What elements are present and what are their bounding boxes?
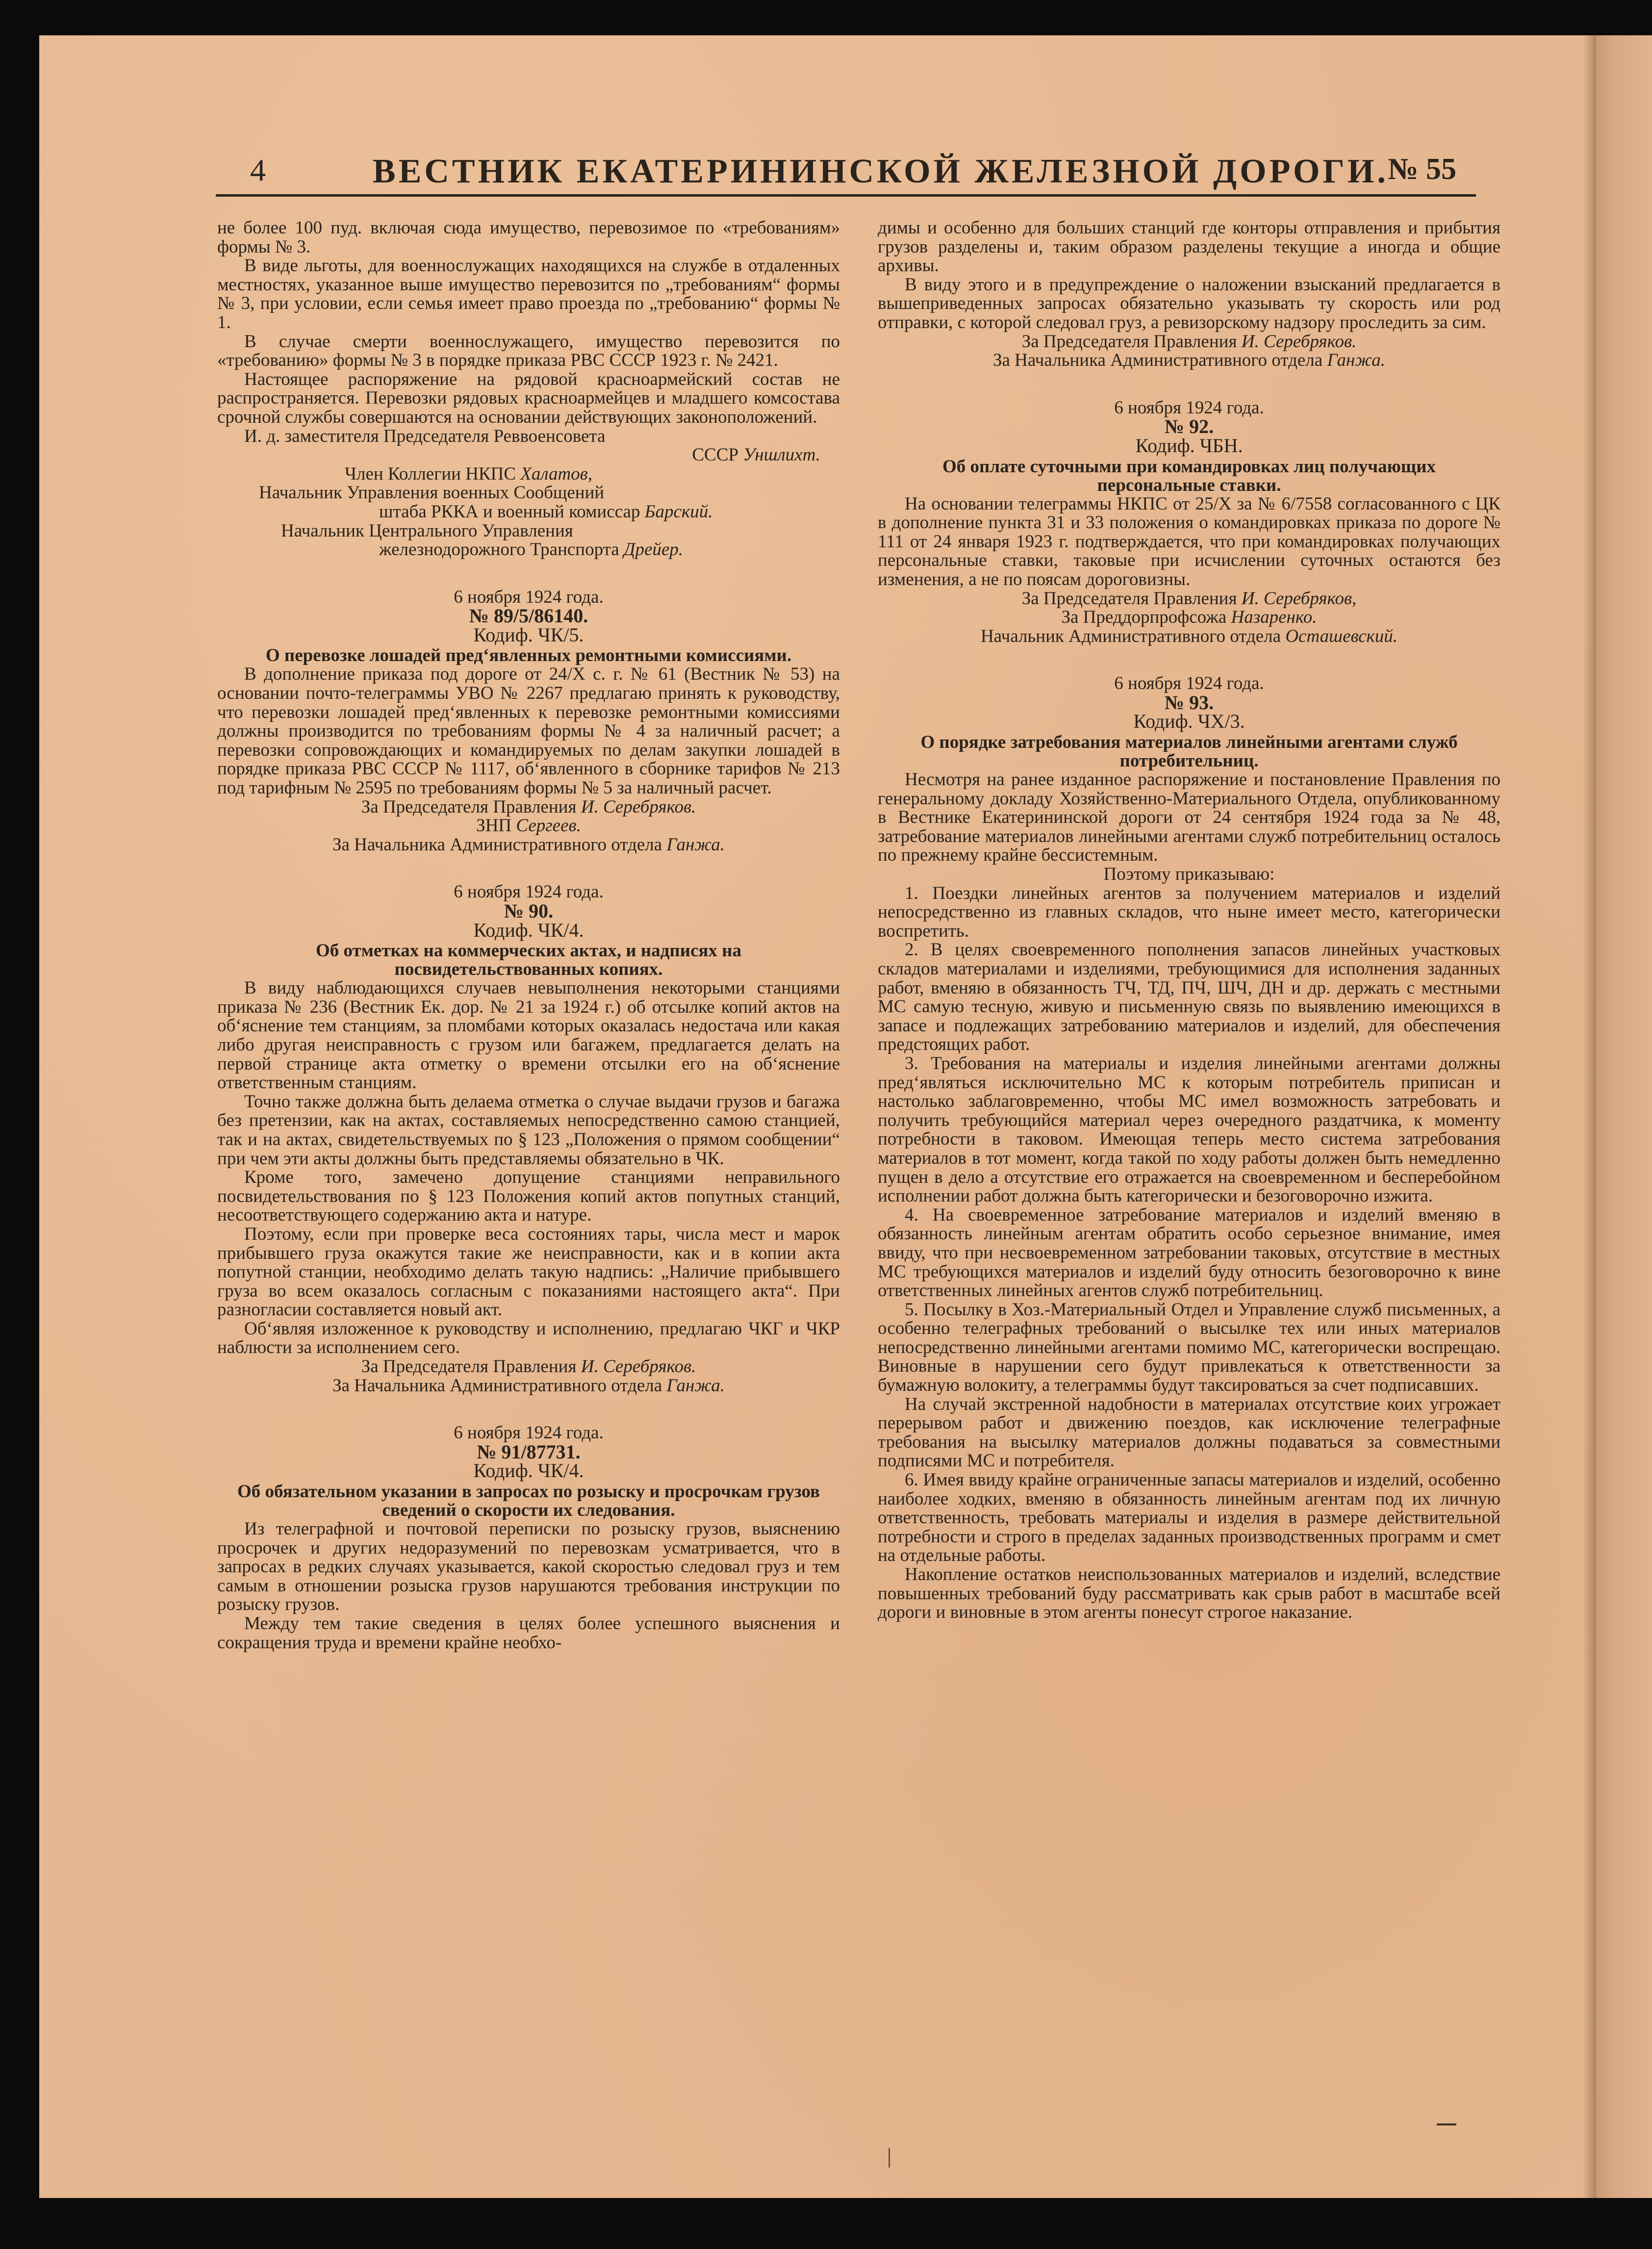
signature-role: железнодорожного Транспорта <box>379 539 624 560</box>
list-item: 2. В целях своевременного пополнения запасов линейных участковых складов материалами и изделиями, требующимися для исполнения заданных работ, вменяю в обязанность ТЧ, ТД, ПЧ, ШЧ, ДН и др. держать с местными МС самую тесную, живую и письменную связь по выявлению имеющихся в запасе и подлежащих затребованию материалов и изделий, для обеспечения предстоящих работ. <box>878 940 1500 1055</box>
order-93 <box>878 674 1500 1622</box>
paragraph: В виде льготы, для военнослужащих находящихся на службе в отдаленных местностях, указанное выше имущество перевозится по „требованиям“ формы № 3, при условии, если семья имеет право проезда по „требованию“ формы № 1. <box>217 256 840 332</box>
paragraph: Настоящее распоряжение на рядовой красноармейский состав не распространяется. Перевозки рядовых красноармейцев и младшего комсостава срочной службы совершаются на основании действующих законоположений. <box>217 369 840 427</box>
list-item: 3. Требования на материалы и изделия линейными агентами должны пред‘являться исключительно МС к которым потребитель приписан и настолько заблаговременно, чтобы МС имел возможность затребовать и получить требующийся материал через очередного раздатчика, к моменту потребности в таковом. Имеющая теперь место система затребования материалов в тот момент, когда такой по ходу работы должен быть немедленно пущен в дело а отсутствие его отражается на своевременном и бесперебойном исполнении работ должна быть категорически и безоговорочно изжита. <box>878 1053 1500 1206</box>
order-date: 6 ноября 1924 года. <box>454 882 604 902</box>
paragraph: Поэтому, если при проверке веса состояниях тары, числа мест и марок прибывшего груза окажутся такие же неисправности, как и в копии акта попутной станции, необходимо делать такую надпись: „Наличие прибывшего груза во всем оказалось согласным с показаниями настоящего акта“. При разногласии составляется новый акт. <box>217 1224 840 1320</box>
order-92 <box>878 399 1500 646</box>
signature-name: И. Серебряков. <box>581 796 696 817</box>
list-item: 4. На своевременное затребование материалов и изделий вменяю в обязанность линейным агентам обратить особо серьезное внимание, имея ввиду, что при несвоевременном затребовании таковых, отсутствие в местных МС требующихся материалов и изделий буду относить безоговорочно к вине ответственных линейных агентов служб потребительниц. <box>878 1204 1500 1301</box>
signature-name: Назаренко. <box>1231 607 1317 628</box>
signature-role: Начальник Управления военных Сообщений <box>259 483 605 503</box>
signature-role: Начальник Центрального Управления <box>281 520 573 541</box>
signature-line <box>217 503 840 522</box>
order-code: Кодиф. ЧХ/3. <box>1133 710 1245 733</box>
signature-line <box>217 465 840 484</box>
signature-block <box>217 1357 840 1395</box>
signature-role: И. д. заместителя Председателя Реввоенсовета <box>244 426 606 446</box>
page-fold-shadow <box>1583 35 1598 2198</box>
signature-role: Член Коллегии НКПС <box>345 463 521 484</box>
signature-role: За Председателя Правления <box>1021 588 1242 609</box>
order-title: Об обязательном указании в запросах по розыску и просрочкам грузов сведений о скорости их следования. <box>237 1482 820 1521</box>
order-date: 6 ноября 1924 года. <box>454 1423 604 1443</box>
signature-name: И. Серебряков. <box>1241 331 1357 352</box>
signature-line <box>878 351 1500 370</box>
order-continuation <box>217 219 840 560</box>
paragraph: Точно также должна быть делаема отметка о случае выдачи грузов и багажа без претензии, как на актах, составляемых непосредственно самою станцией, так и на актах, свидетельствуемых по § 123 „Положения о прямом сообщении“ при чем эти акты должны быть представляемы обязательно в ЧК. <box>217 1091 840 1169</box>
signature-block <box>217 427 840 560</box>
order-title: О порядке затребования материалов линейными агентами служб потребительниц. <box>920 732 1458 771</box>
signature-name: Халатов, <box>520 463 592 484</box>
signature-line <box>217 1377 840 1396</box>
adjacent-page-edge <box>1596 35 1652 2198</box>
order-number: № 89/5/86140. <box>469 605 588 627</box>
signature-block <box>878 332 1500 370</box>
order-date: 6 ноября 1924 года. <box>1114 397 1264 418</box>
order-date: 6 ноября 1924 года. <box>454 587 604 607</box>
list-item: 6. Имея ввиду крайне ограниченные запасы материалов и изделий, особенно наиболее ходких, вменяю в обязанность линейным агентам под их личную ответственность, требовать материалы и изделия в размере действительной потребности и строго в пределах заданных производственных программ и смет на отдельные работы. <box>878 1470 1500 1566</box>
order-number: № 91/87731. <box>477 1440 581 1463</box>
paragraph: На основании телеграммы НКПС от 25/X за № 6/7558 согласованного с ЦК в дополнение пункта 31 и 33 положения о командировках приказа по дороге № 111 от 24 января 1923 г. подтверждается, что при командировках получающих персональные ставки, таковые при исчислении суточных остаются без изменения, а не по поясам дороговизны. <box>878 493 1500 589</box>
paragraph: На случай экстренной надобности в материалах отсутствие коих угрожает перерывом работ и движению поездов, как исключение телеграфные требования на высылку материалов должны подаваться за совместными подписями МС и потребителя. <box>878 1394 1500 1471</box>
signature-name: И. Серебряков. <box>581 1356 696 1377</box>
signature-name: Дрейер. <box>623 539 684 560</box>
signature-name: Ганжа. <box>666 834 725 855</box>
paragraph: Кроме того, замечено допущение станциями неправильного посвидетельствования по § 123 Положения копий актов попутных станций, несоответствующего содержанию акта и натуре. <box>217 1167 840 1226</box>
signature-name: Осташевский. <box>1285 626 1398 646</box>
list-item: 1. Поездки линейных агентов за получением материалов и изделий непосредственно из главных складов, что ныне имеет место, категорически воспретить. <box>878 883 1500 941</box>
paragraph: Об‘являя изложенное к руководству и исполнению, предлагаю ЧКГ и ЧКР наблюсти за исполнением сего. <box>217 1318 840 1358</box>
order-code: Кодиф. ЧК/4. <box>473 1459 584 1482</box>
signature-name: Ганжа. <box>666 1375 725 1396</box>
paragraph: Между тем такие сведения в целях более успешного выяснения и сокращения труда и времени крайне необхо- <box>217 1613 840 1653</box>
signature-role: За Председателя Правления <box>361 1356 581 1377</box>
signature-line <box>217 522 840 541</box>
signature-line <box>878 589 1500 609</box>
paragraph: Несмотря на ранее изданное распоряжение и постановление Правления по генеральному докладу Хозяйственно-Материального Отдела, опубликованному в Вестнике Екатерининской дороги от 24 сентября 1924 года за № 48, затребование материалов линейными агентами служб потребительниц осталось по прежнему крайне бессистемным. <box>878 769 1500 866</box>
list-item: 5. Посылку в Хоз.-Материальный Отдел и Управление служб письменных, а особенно телеграфных требований о высылке тех или иных материалов непосредственно линейными агентами помимо МС, категорически воспрещаю. Виновные в нарушении сего будут привлекаться к ответственности за бумажную волокиту, а телеграммы будут таксироваться за счет подписавших. <box>878 1299 1500 1396</box>
order-code: Кодиф. ЧБН. <box>1135 434 1243 457</box>
order-title: Об отметках на коммерческих актах, и надписях на посвидетельствованных копиях. <box>316 941 741 980</box>
header-rule <box>216 194 1476 197</box>
signature-line <box>878 608 1500 627</box>
signature-line <box>217 446 840 465</box>
signature-block <box>217 798 840 855</box>
paragraph: не более 100 пуд. включая сюда имущество, перевозимое по «требованиям» формы № 3. <box>217 218 840 257</box>
order-number: № 93. <box>1164 691 1214 714</box>
signature-name: И. Серебряков, <box>1241 588 1357 609</box>
order-code: Кодиф. ЧК/4. <box>473 919 584 941</box>
journal-title: ВЕСТНИК ЕКАТЕРИНИНСКОЙ ЖЕЛЕЗНОЙ ДОРОГИ. <box>373 153 1389 190</box>
right-column <box>878 219 1500 1622</box>
order-title: О перевозке лошадей пред‘явленных ремонтными комиссиями. <box>265 645 792 666</box>
left-column <box>217 219 840 1652</box>
signature-name: Уншлихт. <box>743 445 820 465</box>
pencil-mark <box>1437 2123 1456 2125</box>
paragraph: В виду наблюдающихся случаев невыполнения некоторыми станциями приказа № 236 (Вестник Ек. дор. № 21 за 1924 г.) об отсылке копий актов на об‘яснение тем станциям, за пломбами которых оказалась недостача или какая либо другая неисправность с грузом или багажем, предлагается делать на первой странице акта отметку о времени отсылки его на об‘яснение ответственным станциям. <box>217 978 840 1093</box>
page-number: 4 <box>250 153 266 187</box>
signature-role: За Председателя Правления <box>361 796 581 817</box>
signature-role: ЗНП <box>476 816 516 836</box>
paragraph: В дополнение приказа под дороге от 24/X с. г. № 61 (Вестник № 53) на основании почто-телеграммы УВО № 2267 предлагаю принять к руководству, что перевозки лошадей пред‘явленных к перевозке ремонтными комиссиями должны производится по требованиям формы № 4 за наличный расчет; а перевозки сопровождающих и командируемых по делам закупки лошадей в порядке приказа РВС СССР № 1117, об‘явленного в сборнике тарифов № 213 под тарифным № 2595 по требованиям формы № 5 за наличный расчет. <box>217 664 840 798</box>
signature-line <box>217 836 840 855</box>
signature-role: За Преддорпрофсожа <box>1061 607 1231 628</box>
order-directive: Поэтому приказываю: <box>1103 864 1275 885</box>
order-number: № 90. <box>504 900 554 922</box>
signature-name: Сергеев. <box>516 816 581 836</box>
page-header <box>216 152 1476 196</box>
signature-line <box>217 484 840 503</box>
order-number: № 92. <box>1164 415 1214 438</box>
signature-name: Ганжа. <box>1327 350 1386 371</box>
signature-role: За Начальника Административного отдела <box>992 350 1327 371</box>
order-91-continuation <box>878 219 1500 370</box>
signature-role: За Председателя Правления <box>1021 331 1242 352</box>
signature-role: Начальник Административного отдела <box>980 626 1286 646</box>
paragraph: Накопление остатков неиспользованных материалов и изделий, вследствие повышенных требований буду рассматривать как срыв работ в масштабе всей дороги и виновные в этом агенты понесут строгое наказание. <box>878 1564 1500 1623</box>
signature-role: СССР <box>692 445 743 465</box>
signature-line <box>878 627 1500 646</box>
order-89 <box>217 588 840 855</box>
order-90 <box>217 883 840 1395</box>
signature-block <box>878 589 1500 646</box>
order-code: Кодиф. ЧК/5. <box>473 623 584 646</box>
paragraph: Из телеграфной и почтовой переписки по розыску грузов, выяснению просрочек и других недоразумений по перевозкам усматривается, что в запросах в редких случаях указывается, какой скоростью следовал груз и тем самым в отношении розыска грузов нарушаются требования инструкции по розыску грузов. <box>217 1519 840 1615</box>
paragraph: В виду этого и в предупреждение о наложении взысканий предлагается в вышеприведенных запросах обязательно указывать ту скорость или род отправки, с которой следовал груз, а ревизорскому надзору проследить за сим. <box>878 274 1500 332</box>
signature-line <box>217 1357 840 1377</box>
signature-role: штаба РККА и военный комиссар <box>379 501 645 522</box>
signature-name: Барский. <box>644 501 713 522</box>
signature-line <box>217 798 840 817</box>
signature-line <box>217 817 840 836</box>
paragraph: димы и особенно для больших станций где конторы отправления и прибытия грузов разделены и, таким образом разделены текущие а иногда и общие архивы. <box>878 218 1500 276</box>
signature-role: За Начальника Административного отдела <box>332 834 667 855</box>
order-title: Об оплате суточными при командировках лиц получающих персональные ставки. <box>942 456 1436 495</box>
order-date: 6 ноября 1924 года. <box>1114 673 1264 694</box>
signature-line <box>217 540 840 560</box>
signature-line <box>217 427 840 446</box>
issue-number: № 55 <box>1388 153 1456 186</box>
pencil-mark <box>889 2148 890 2168</box>
signature-line <box>878 332 1500 352</box>
signature-role: За Начальника Административного отдела <box>332 1375 667 1396</box>
paragraph: В случае смерти военнослужащего, имущество перевозится по «требованию» формы № 3 в порядке приказа РВС СССР 1923 г. № 2421. <box>217 331 840 371</box>
order-91 <box>217 1424 840 1652</box>
